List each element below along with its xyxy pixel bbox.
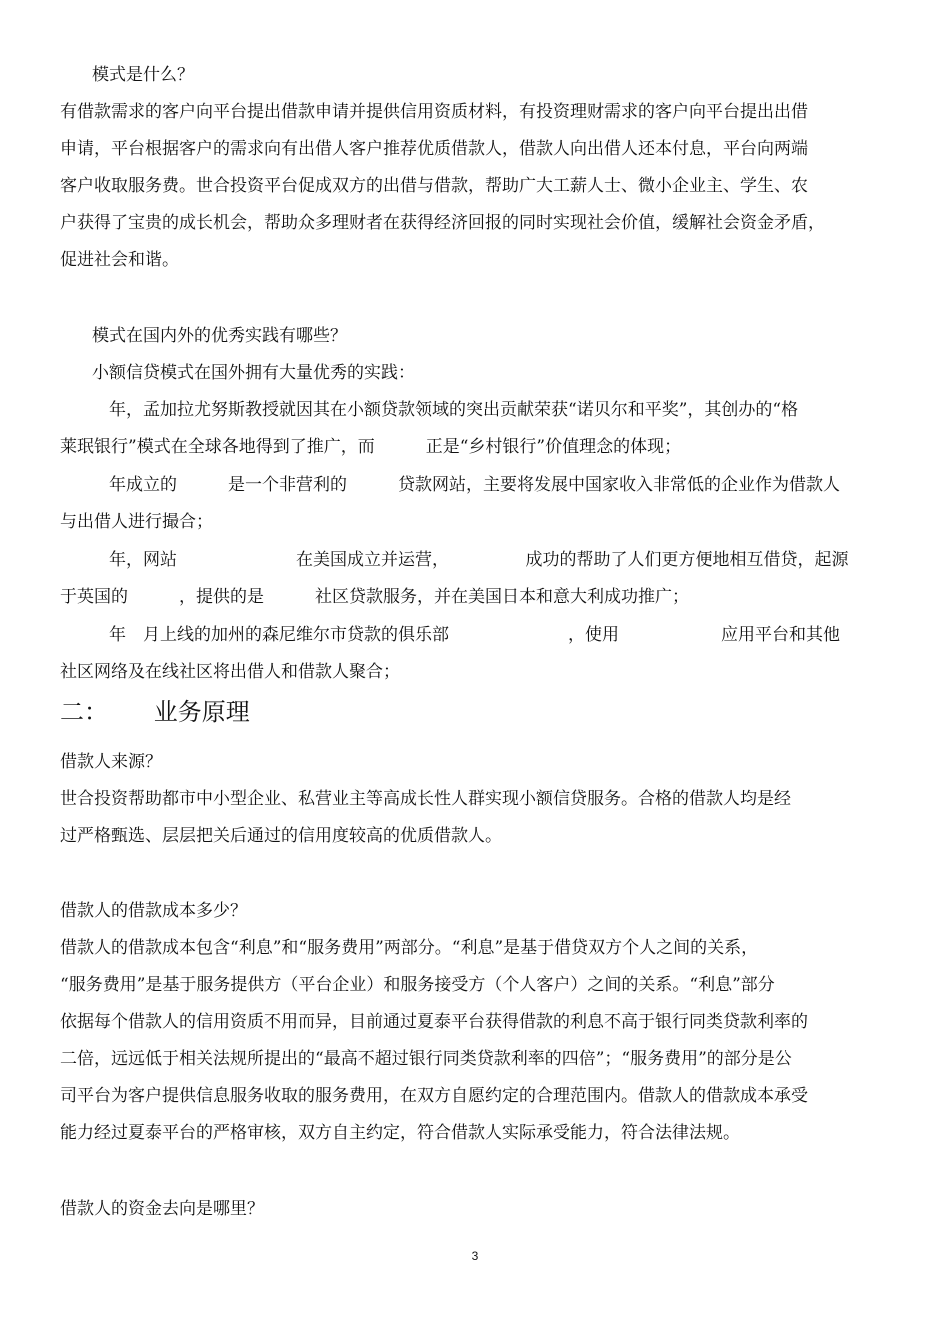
question-borrower-source: 借款人来源？ bbox=[60, 752, 162, 772]
section-heading: 二： 业务原理 bbox=[60, 698, 250, 726]
paragraph-practice-intro: 小额信贷模式在国外拥有大量优秀的实践： bbox=[92, 363, 415, 383]
page-number: 3 bbox=[471, 1249, 479, 1263]
paragraph-practice-1: 年，孟加拉尤努斯教授就因其在小额贷款领域的突出贡献荣获“诺贝尔和平奖”，其创办的“格 莱珉银行”模式在全球各地得到了推广，而 正是“乡村银行”价值理念的体现； bbox=[60, 400, 799, 457]
paragraph-practice-3: 年，网站 在美国成立并运营， 成功的帮助了人们更方便地相互借贷，起源 于英国的 ，提供的是 社区贷款服务，并在美国日本和意大利成功推广； bbox=[60, 550, 849, 607]
paragraph-practice-2: 年成立的 是一个非营利的 贷款网站，主要将发展中国家收入非常低的企业作为借款人 与出借人进行撮合； bbox=[60, 475, 840, 532]
question-borrowing-cost: 借款人的借款成本多少？ bbox=[60, 901, 247, 921]
paragraph-practice-4: 年 月上线的加州的森尼维尔市贷款的俱乐部 ，使用 应用平台和其他 社区网络及在线社区将出借人和借款人聚合； bbox=[60, 625, 840, 682]
paragraph-borrowing-cost: 借款人的借款成本包含“利息”和“服务费用”两部分。“利息”是基于借贷双方个人之间的关系， “服务费用”是基于服务提供方（平台企业）和服务接受方（个人客户）之间的关系。“利息”部分 依据每个借款人的信用资质不用而异，目前通过夏泰平台获得借款的利息不高于银行同类贷款利率的 二倍，远远低于相关法规所提出的“最高不超过银行同类贷款利率的四倍”；“服务费用”的部分是公 司平台为客户提供信息服务收取的服务费用，在双方自愿约定的合理范围内。借款人的借款成本承受 能力经过夏泰平台的严格审核，双方自主约定，符合借款人实际承受能力，符合法律法规。 bbox=[60, 938, 808, 1143]
question-practice: 模式在国内外的优秀实践有哪些？ bbox=[92, 326, 347, 346]
paragraph-model: 有借款需求的客户向平台提出借款申请并提供信用资质材料，有投资理财需求的客户向平台提出出借 申请，平台根据客户的需求向有出借人客户推荐优质借款人，借款人向出借人还本付息，平台向两端 客户收取服务费。世合投资平台促成双方的出借与借款，帮助广大工薪人士、微小企业主、学生、农 户获得了宝贵的成长机会，帮助众多理财者在获得经济回报的同时实现社会价值，缓解社会资金矛盾， 促进社会和谐。 bbox=[60, 102, 825, 270]
paragraph-borrower-source: 世合投资帮助都市中小型企业、私营业主等高成长性人群实现小额信贷服务。合格的借款人均是经 过严格甄选、层层把关后通过的信用度较高的优质借款人。 bbox=[60, 789, 791, 846]
question-funds-destination: 借款人的资金去向是哪里？ bbox=[60, 1199, 264, 1219]
question-model: 模式是什么？ bbox=[92, 65, 194, 85]
